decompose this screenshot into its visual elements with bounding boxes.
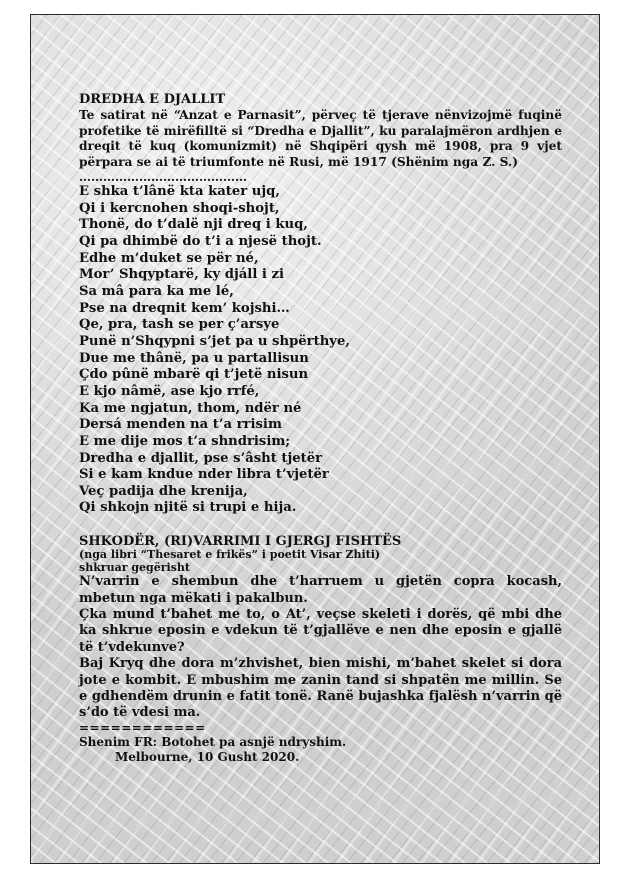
place-date: Melbourne, 10 Gusht 2020. — [115, 749, 300, 764]
verse-line: Qi pa dhimbë do t’i a njesë thojt. — [79, 233, 322, 249]
verse-line: Mor’ Shqyptarë, ky djáll i zi — [79, 267, 285, 283]
verse-line: Qi shkojn njitë si trupi e hija. — [79, 500, 297, 516]
verse-line: Due me thânë, pa u partallisun — [79, 350, 309, 366]
section-heading: SHKODËR, (RI)VARRIMI I GJERGJ FISHTËS — [79, 534, 402, 550]
document-body — [79, 92, 562, 765]
verse-line: E shka t’lânë kta kater ujq, — [79, 184, 280, 199]
verse-line: Çdo pûnë mbarë qi t’jetë nisun — [79, 367, 309, 383]
marble-page — [30, 14, 600, 864]
prose-paragraph: Baj Kryq dhe dora m’zhvishet, bien mishi, m’bahet skelet si dora jote e kombit. E mbushim me zanin tand si shpatën me millin. Se e gdhendëm drunin e fatit tonë. Ranë bujashka fjalësh n’varrin që s’do të vdesi ma. — [79, 656, 562, 721]
verse-line: Thonë, do t’dalë nji dreq i kuq, — [79, 217, 308, 233]
verse-line: Pse na dreqnit kem’ kojshi… — [79, 300, 290, 316]
source-line: (nga libri “Thesaret e frikës” i poetit Visar Zhiti) — [79, 548, 381, 562]
verse-line: Ka me ngjatun, thom, ndër né — [79, 400, 302, 416]
verse-line: E kjo nâmë, ase kjo rrfé, — [79, 383, 260, 399]
verse-line: Si e kam kndue nder libra t’vjetër — [79, 467, 329, 483]
intro-paragraph: Te satirat në “Anzat e Parnasit”, përveç të tjerave nënvizojmë fuqinë profetike të mirëfilltë si “Dredha e Djallit”, ku paralajmëron ardhjen e dreqit të kuq (komunizmit) në Shqipëri qysh më 1908, pra 9 vjet përpara se ai të triumfonte në Rusi, më 1917 (Shënim nga Z. S.) — [79, 108, 562, 169]
verse-line: Edhe m’duket se për né, — [79, 250, 259, 266]
verse-line: Qi i kercnohen shoqi-shojt, — [79, 200, 280, 216]
poem-verses — [79, 184, 562, 517]
dotted-separator: …………………………………… — [79, 170, 247, 184]
prose-paragraph: Çka mund t’bahet me to, o At’, veçse skeleti i dorës, që mbi dhe ka shkrue eposin e vdekun të t’gjallëve e nen dhe eposin e gjallë të t’vdekunve? — [79, 606, 562, 655]
verse-line: Veç padija dhe krenija, — [79, 483, 248, 499]
verse-line: E me dije mos t’a shndrisim; — [79, 433, 291, 449]
spacer — [79, 517, 562, 534]
dialect-note: shkruar gegërisht — [79, 560, 190, 574]
prose-paragraph: N’varrin e shembun dhe t’harruem u gjetën copra kocash, mbetun nga mëkati i pakalbun. — [79, 574, 562, 606]
verse-line: Dredha e djallit, pse s’âsht tjetër — [79, 450, 323, 466]
poem-title: DREDHA E DJALLIT — [79, 92, 226, 107]
verse-line: Punë n’Shqypni s’jet pa u shpërthye, — [79, 333, 350, 349]
verse-line: Dersá menden na t’a rrisim — [79, 417, 282, 433]
equals-separator: ============ — [79, 720, 206, 735]
verse-line: Qe, pra, tash se per ç’arsye — [79, 317, 280, 333]
footnote: Shenim FR: Botohet pa asnjë ndryshim. — [79, 734, 347, 749]
verse-line: Sa mâ para ka me lé, — [79, 283, 234, 299]
